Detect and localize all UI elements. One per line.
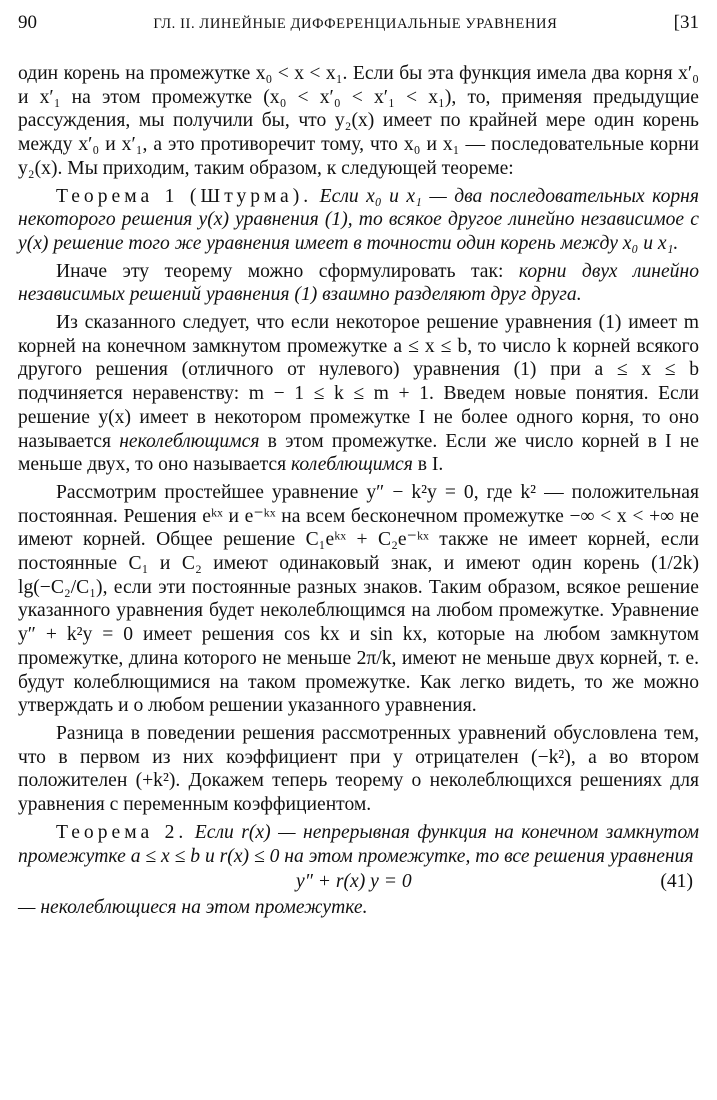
paragraph-examples: Рассмотрим простейшее уравнение y″ − k²y = 0, где k² — положительная постоянная. Решения eᵏˣ и e⁻ᵏˣ на всем бесконечном промежутке −∞ < x < +∞ не имеют корней. Общее решение C₁eᵏˣ + C₂e⁻ᵏˣ также не имеет корней, если постоянные C₁ и C₂ имеют одинаковый знак, и имеют один корень (1/2k) lg(−C₂/C₁), если эти постоянные разных знаков. Таким образом, всякое решение указанного уравнения будет неколеблющимся на любом промежутке. Уравнение y″ + k²y = 0 имеет решения cos kx и sin kx, которые на любом замкнутом промежутке, длина которого не меньше 2π/k, имеют не меньше двух корней, т. е. будут колеблющимися на таком промежутке. Как легко видеть, то же можно утверждать и о любом решении указанного уравнения. [18,481,699,717]
definitions-text-2: в этом промежутке. Если же число корней в I не меньше двух, то оно называется [18,430,699,476]
equation-text: y″ + r(x) y = 0 [296,871,412,893]
theorem-1-reformulation [18,260,699,307]
chapter-title: ГЛ. II. ЛИНЕЙНЫЕ ДИФФЕРЕНЦИАЛЬНЫЕ УРАВНЕНИЯ [153,16,558,32]
page-number: 90 [18,12,37,33]
theorem-1-label: Теорема 1 (Штурма). [56,185,313,207]
theorem-1-text: Если x₀ и x₁ — два последовательных корня некоторого решения y(x) уравнения (1), то всякое другое линейно независимое с y(x) решение того же уравнения имеет в точности один корень между x₀ и x₁. [18,185,699,254]
paragraph-definitions [18,311,699,477]
running-header [18,12,699,42]
theorem-2-label: Теорема 2. [56,821,188,843]
paragraph-comparison: Разница в поведении решения рассмотренных уравнений обусловлена тем, что в первом из них коэффициент при y отрицателен (−k²), а во втором положителен (+k²). Докажем теперь теорему о неколеблющихся решениях для уравнения с переменным коэффициентом. [18,722,699,816]
theorem-2-conclusion: — неколеблющиеся на этом промежутке. [18,897,368,919]
theorem-1 [18,185,699,256]
paragraph-continuation: один корень на промежутке x₀ < x < x₁. Если бы эта функция имела два корня x′₀ и x′₁ на этом промежутке (x₀ < x′₀ < x′₁ < x₁), то, применяя предыдущие рассуждения, мы получили бы, что y₂(x) имеет по крайней мере один корень между x′₀ и x′₁, а это противоречит тому, что x₀ и x₁ — последовательные корни y₂(x). Мы приходим, таким образом, к следующей теореме: [18,63,699,179]
definitions-text-3: в I. [417,454,444,476]
theorem-2-text: Если r(x) — непрерывная функция на конечном замкнутом промежутке a ≤ x ≤ b и r(x) ≤ 0 на этом промежутке, то все решения уравнения [18,821,699,867]
theorem-2 [18,821,699,868]
equation-41 [18,870,699,896]
reformulation-intro: Иначе эту теорему можно сформулировать так: [56,260,504,282]
equation-number: (41) [660,871,693,893]
definitions-text-1: Из сказанного следует, что если некоторое решение уравнения (1) имеет m корней на конечном замкнутом промежутке a ≤ x ≤ b, то число k корней всякого другого решения (отличного от нулевого) уравнения (1) при a ≤ x ≤ b подчиняется неравенству: m − 1 ≤ k ≤ m + 1. Введем новые понятия. Если решение y(x) имеет в некотором промежутке I не более одного корня, то оно называется [18,312,699,452]
reformulation-statement: корни двух линейно независимых решений уравнения (1) взаимно разделяют друг друга. [18,260,699,306]
section-number: [31 [673,12,699,33]
term-oscillating: колеблющимся [291,454,413,476]
term-nonoscillating: неколеблющимся [119,430,260,452]
page-body [18,62,699,920]
